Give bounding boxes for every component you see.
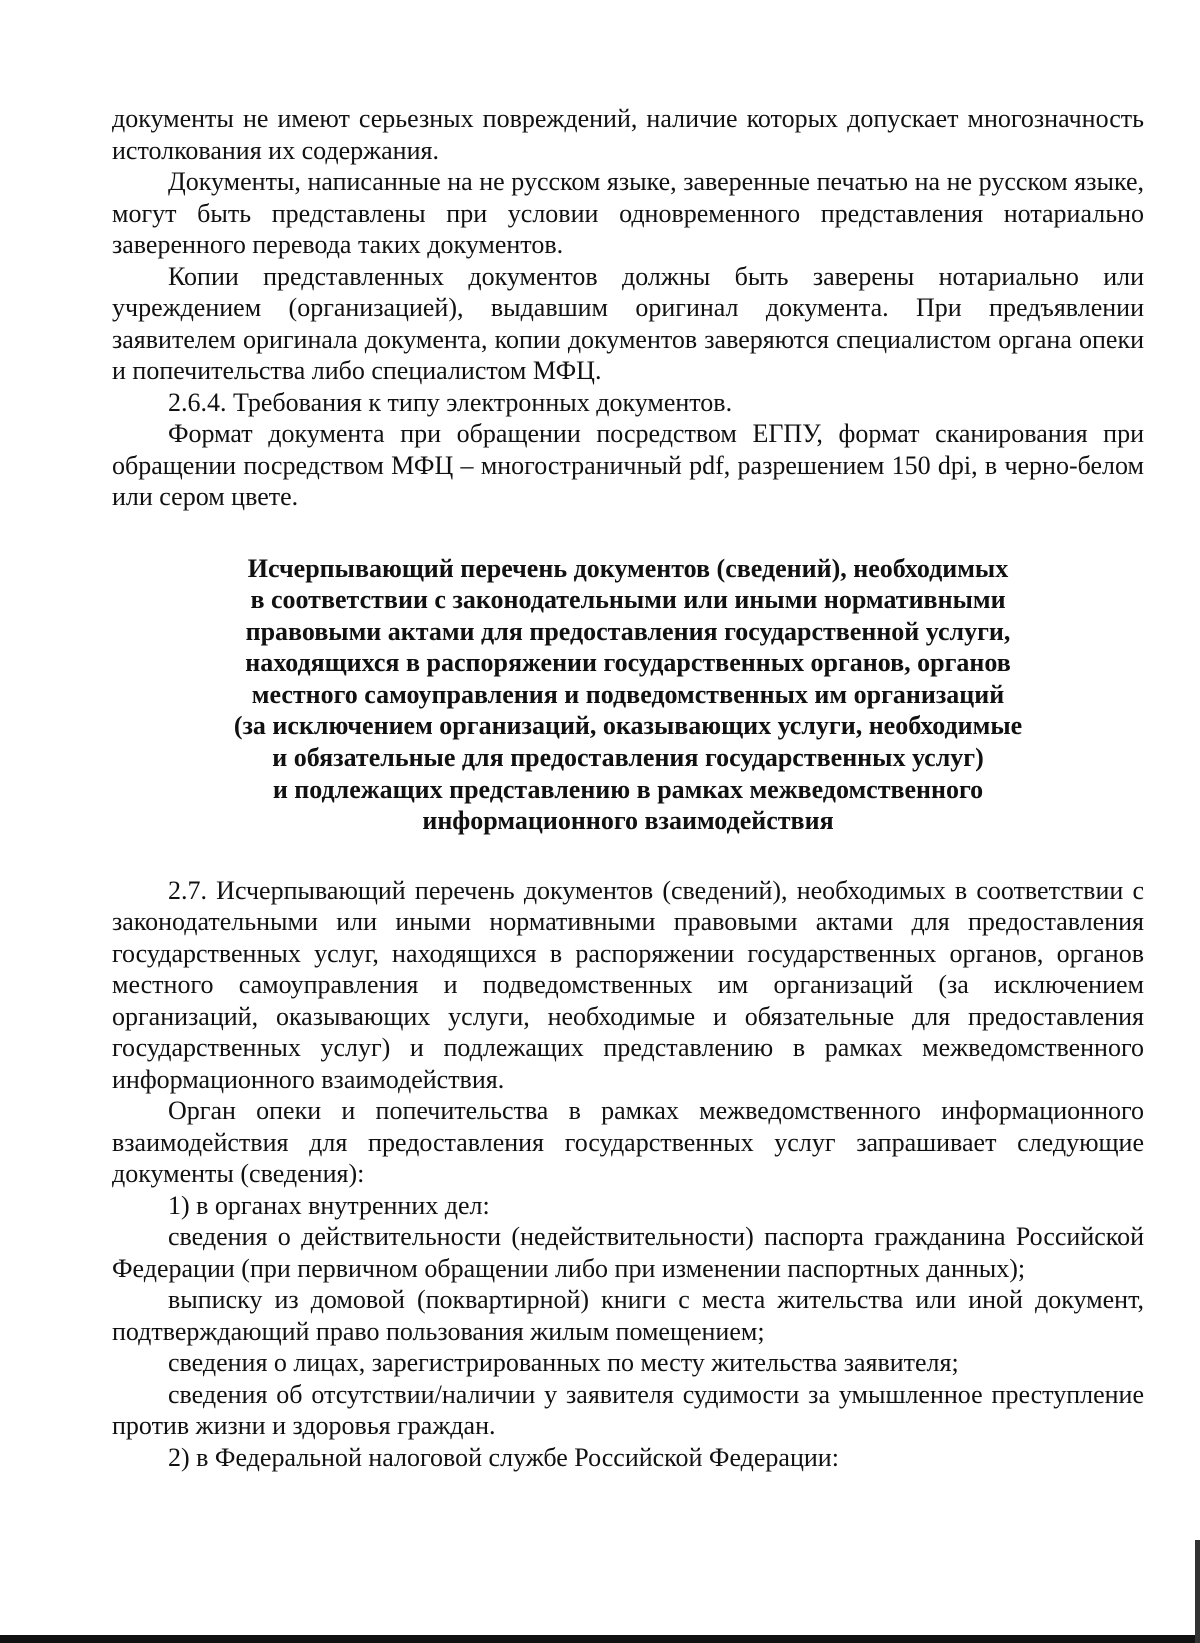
section-heading: [112, 553, 1144, 837]
heading-line: местного самоуправления и подведомственных им организаций: [251, 679, 1005, 709]
document-body: [112, 103, 1144, 1473]
heading-line: в соответствии с законодательными или иными нормативными: [250, 585, 1006, 615]
heading-line: правовыми актами для предоставления государственной услуги,: [245, 616, 1011, 646]
paragraph-damage: документы не имеют серьезных повреждений, наличие которых допускает многозначность истолкования их содержания.: [112, 104, 1144, 165]
paragraph-copies: Копии представленных документов должны быть заверены нотариально или учреждением (организацией), выдавшим оригинал документа. При предъявлении заявителем оригинала документа, копии документов заверяются специалистом органа опеки и попечительства либо специалистом МФЦ.: [112, 261, 1144, 385]
heading-line: и обязательные для предоставления государственных услуг): [272, 743, 984, 773]
paragraph-2-7: 2.7. Исчерпывающий перечень документов (сведений), необходимых в соответствии с законодательными или иными нормативными правовыми актами для предоставления государственных услуг, находящихся в распоряжении государственных органов, органов местного самоуправления и подведомственных им организаций (за исключением организаций, оказывающих услуги, необходимые и обязательные для предоставления государственных услуг) и подлежащих представлению в рамках межведомственного информационного взаимодействия.: [112, 875, 1144, 1094]
paragraph-criminal-record: сведения об отсутствии/наличии у заявителя судимости за умышленное преступление против жизни и здоровья граждан.: [112, 1379, 1144, 1441]
heading-line: находящихся в распоряжении государственных органов, органов: [245, 648, 1011, 678]
heading-line: (за исключением организаций, оказывающих услуги, необходимые: [233, 711, 1023, 741]
heading-line: Исчерпывающий перечень документов (сведений), необходимых: [247, 553, 1009, 583]
section-bottom: [112, 875, 1144, 1474]
paragraph-request: Орган опеки и попечительства в рамках межведомственного информационного взаимодействия для предоставления государственных услуг запрашивает следующие документы (сведения):: [112, 1096, 1144, 1189]
heading-line: и подлежащих представлению в рамках межведомственного: [272, 774, 984, 804]
list-item-internal-affairs: 1) в органах внутренних дел:: [168, 1190, 490, 1220]
heading-line: информационного взаимодействия: [422, 806, 834, 836]
scan-border-bottom: [0, 1635, 1200, 1643]
paragraph-registered-persons: сведения о лицах, зарегистрированных по месту жительства заявителя;: [168, 1348, 959, 1378]
scan-border-right: [1195, 1540, 1200, 1643]
paragraph-2-6-4: 2.6.4. Требования к типу электронных документов.: [168, 387, 733, 417]
list-item-tax-service: 2) в Федеральной налоговой службе Российской Федерации:: [168, 1442, 839, 1472]
paragraph-house-book: выписку из домовой (поквартирной) книги с места жительства или иной документ, подтверждающий право пользования жилым помещением;: [112, 1285, 1144, 1346]
paragraph-format: Формат документа при обращении посредством ЕГПУ, формат сканирования при обращении посредством МФЦ – многостраничный pdf, разрешением 150 dpi, в черно-белом или сером цвете.: [112, 419, 1144, 511]
paragraph-foreign-language: Документы, написанные на не русском языке, заверенные печатью на не русском языке, могут быть представлены при условии одновременного представления нотариально заверенного перевода таких документов.: [112, 167, 1144, 259]
section-top: [112, 103, 1144, 513]
paragraph-passport: сведения о действительности (недействительности) паспорта гражданина Российской Федерации (при первичном обращении либо при изменении паспортных данных);: [112, 1222, 1144, 1283]
